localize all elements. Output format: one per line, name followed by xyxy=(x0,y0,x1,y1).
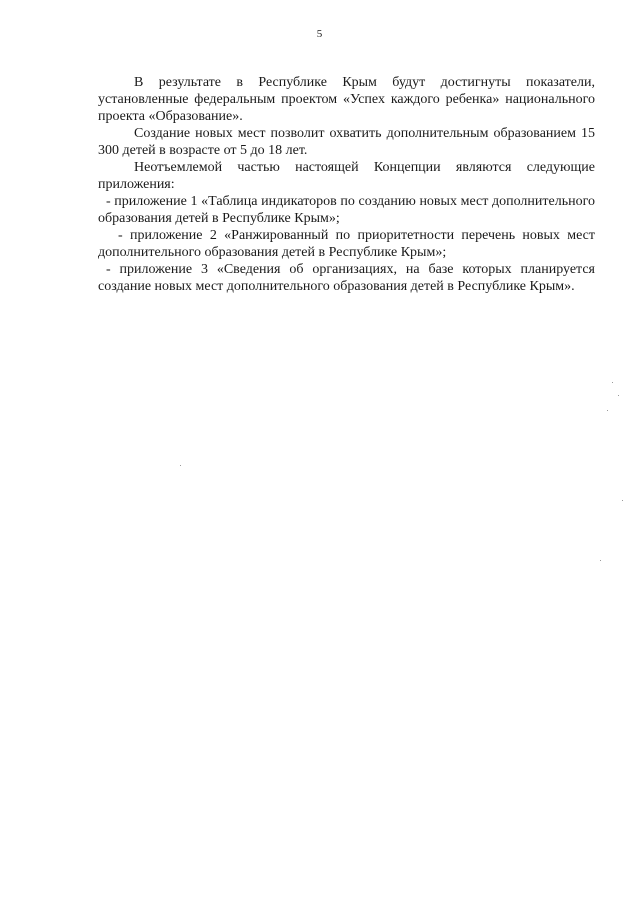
list-item-appendix-3: - приложение 3 «Сведения об организациях, на базе которых планируется создание новых мест дополнительного образования детей в Республике Крым». xyxy=(98,262,595,294)
list-item-appendix-1: - приложение 1 «Таблица индикаторов по созданию новых мест дополнительного образования детей в Республике Крым»; xyxy=(98,194,595,226)
list-item-appendix-2: - приложение 2 «Ранжированный по приоритетности перечень новых мест дополнительного образования детей в Республике Крым»; xyxy=(98,228,595,260)
paragraph-appendices-intro: Неотъемлемой частью настоящей Концепции являются следующие приложения: xyxy=(98,160,595,192)
paragraph-results: В результате в Республике Крым будут достигнуты показатели, установленные федеральным проектом «Успех каждого ребенка» национального проекта «Образование». xyxy=(98,75,595,124)
document-body xyxy=(98,74,595,295)
paragraph-new-places: Создание новых мест позволит охватить дополнительным образованием 15 300 детей в возрасте от 5 до 18 лет. xyxy=(98,126,595,158)
page-number: 5 xyxy=(316,28,323,40)
